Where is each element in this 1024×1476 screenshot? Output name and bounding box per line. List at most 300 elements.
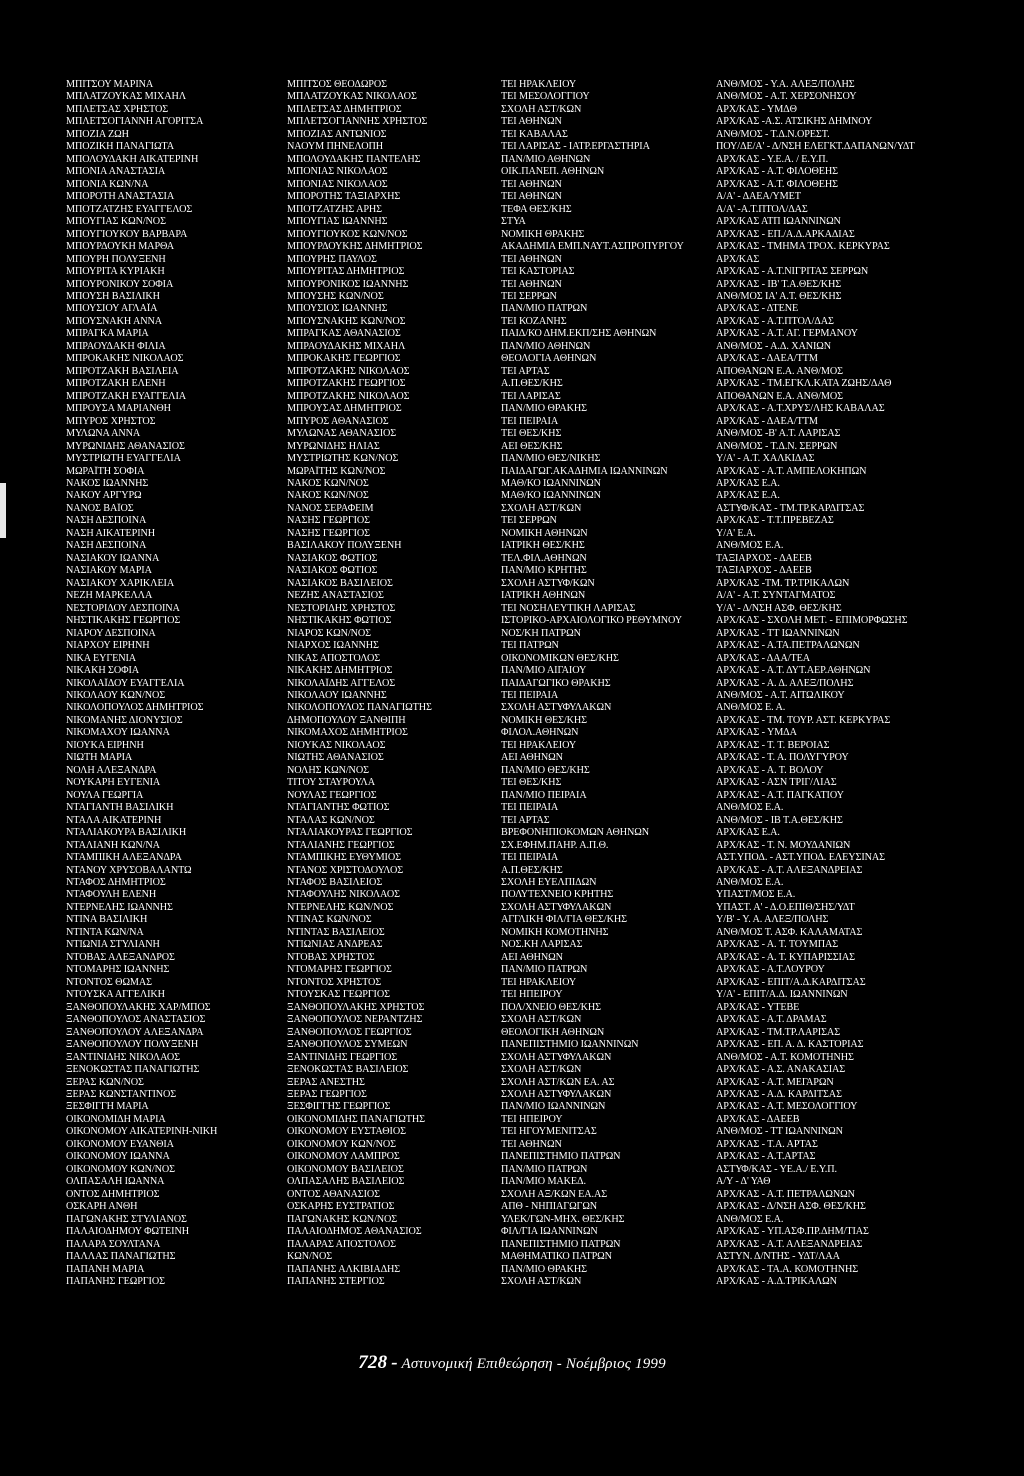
table-row xyxy=(66,840,996,852)
table-row xyxy=(66,715,996,727)
student-name: ΞΑΝΘΟΠΟΥΛΑΚΗΣ ΧΑΡ/ΜΠΟΣ xyxy=(66,1001,211,1013)
parent-rank-service: Υ/Α' - Α.Τ. ΧΑΛΚΙΔΑΣ xyxy=(716,453,815,465)
parent-name: ΜΠΛΑΤΖΟΥΚΑΣ ΝΙΚΟΛΑΟΣ xyxy=(287,91,417,103)
parent-rank-service: ΑΡΧ/ΚΑΣ - ΙΒ' Τ.Α.ΘΕΣ/ΚΗΣ xyxy=(716,278,842,290)
parent-name: ΝΤΑΝΟΣ ΧΡΙΣΤΟΔΟΥΛΟΣ xyxy=(287,864,404,876)
parent-rank-service: ΑΝΘ/ΜΟΣ - Α.Τ. ΚΟΜΟΤΗΝΗΣ xyxy=(716,1051,854,1063)
table-row xyxy=(66,777,996,789)
parent-rank-service: ΑΝΘ/ΜΟΣ - ΙΒ Τ.Α.ΘΕΣ/ΚΗΣ xyxy=(716,814,843,826)
table-row xyxy=(66,578,996,590)
school: ΣΧΟΛΗ ΑΣΤΥΦ/ΚΩΝ xyxy=(501,577,595,589)
school: ΤΕΙ ΗΡΑΚΛΕΙΟΥ xyxy=(501,79,577,90)
parent-rank-service: ΑΡΧ/ΚΑΣ - Τ.Α. ΑΡΤΑΣ xyxy=(716,1138,818,1150)
parent-rank-service: ΑΡΧ/ΚΑΣ ΑΤΠ ΙΩΑΝΝΙΝΩΝ xyxy=(716,216,841,228)
student-name: ΝΤΙΩΝΙΑ ΣΤΥΛΙΑΝΗ xyxy=(66,939,160,951)
table-row xyxy=(66,1027,996,1039)
table-row xyxy=(66,1064,996,1076)
parent-rank-service: ΑΡΧ/ΚΑΣ - ΥΠ.ΑΣΦ.ΠΡ.ΔΗΜ/ΤΙΑΣ xyxy=(716,1226,869,1238)
table-row xyxy=(66,1214,996,1226)
parent-name: ΜΠΟΝΙΑΣ ΝΙΚΟΛΑΟΣ xyxy=(287,166,388,178)
parent-rank-service: ΑΡΧ/ΚΑΣ Ε.Α. xyxy=(716,478,780,489)
student-name: ΝΟΛΗ ΑΛΕΞΑΝΔΡΑ xyxy=(66,764,157,776)
table-row xyxy=(66,665,996,677)
table-row xyxy=(66,515,996,527)
table-row xyxy=(66,1164,996,1176)
student-name: ΜΠΟΥΡΙΤΑ ΚΥΡΙΑΚΗ xyxy=(66,266,165,278)
student-name: ΟΙΚΟΝΟΜΙΔΗ ΜΑΡΙΑ xyxy=(66,1113,166,1125)
parent-name: ΝΤΑΓΙΑΝΤΗΣ ΦΩΤΙΟΣ xyxy=(287,802,390,814)
parent-rank-service: ΥΠΑΣΤ. Α' - Δ.Ο.ΕΠΙΘ/ΣΗΣ/ΥΔΤ xyxy=(716,901,855,913)
table-row xyxy=(66,303,996,315)
table-row xyxy=(66,939,996,951)
student-name: ΜΠΟΥΓΙΑΣ ΚΩΝ/ΝΟΣ xyxy=(66,216,166,228)
school: ΘΕΟΛΟΓΙΑ ΑΘΗΝΩΝ xyxy=(501,353,597,365)
school: ΥΛΕΚ/ΓΩΝ-ΜΗΧ. ΘΕΣ/ΚΗΣ xyxy=(501,1213,625,1225)
parent-rank-service: ΥΠΑΣΤ/ΜΟΣ Ε.Α. xyxy=(716,889,796,901)
parent-rank-service: Α/Α' - Α.Τ. ΣΥΝΤΑΓΜΑΤΟΣ xyxy=(716,590,836,602)
school: ΤΕΙ ΠΑΤΡΩΝ xyxy=(501,640,559,652)
table-row xyxy=(66,291,996,303)
school: ΠΑΝ/ΜΙΟ ΠΑΤΡΩΝ xyxy=(501,303,588,315)
parent-name: ΝΙΑΡΧΟΣ ΙΩΑΝΝΗΣ xyxy=(287,640,379,652)
student-name: ΜΠΟΥΓΙΟΥΚΟΥ ΒΑΡΒΑΡΑ xyxy=(66,228,188,240)
table-row xyxy=(66,229,996,241)
parent-name: ΟΙΚΟΝΟΜΟΥ ΛΑΜΠΡΟΣ xyxy=(287,1151,400,1163)
school: ΝΟΣ.ΚΗ ΛΑΡΙΣΑΣ xyxy=(501,939,583,951)
school: ΝΟΣ/ΚΗ ΠΑΤΡΩΝ xyxy=(501,627,581,639)
table-row xyxy=(66,104,996,116)
school: ΣΤΥΑ xyxy=(501,216,526,228)
student-name: ΜΠΡΑΟΥΔΑΚΗ ΦΙΛΙΑ xyxy=(66,340,166,352)
school: ΣΧΟΛΗ ΕΥΕΛΠΙΔΩΝ xyxy=(501,877,597,888)
student-name: ΟΙΚΟΝΟΜΟΥ ΑΙΚΑΤΕΡΙΝΗ-ΝΙΚΗ xyxy=(66,1126,218,1138)
student-name: ΜΠΟΝΙΑ ΚΩΝ/ΝΑ xyxy=(66,178,149,190)
parent-rank-service: ΑΡΧ/ΚΑΣ - ΤΜΗΜΑ ΤΡΟΧ. ΚΕΡΚΥΡΑΣ xyxy=(716,241,890,253)
parent-name: ΝΑΝΟΣ ΣΕΡΑΦΕΙΜ xyxy=(287,502,374,514)
parent-rank-service: ΑΡΧ/ΚΑΣ - Α.Τ. ΔΥΤ.ΑΕΡ.ΑΘΗΝΩΝ xyxy=(716,665,871,677)
parent-rank-service: ΑΝΘ/ΜΟΣ - Α.Τ. ΧΕΡΣΟΝΗΣΟΥ xyxy=(716,91,857,103)
table-row xyxy=(66,191,996,203)
school: ΦΙΛΟΛ.ΑΘΗΝΩΝ xyxy=(501,727,579,739)
parent-rank-service: ΑΡΧ/ΚΑΣ - Τ. Ν. ΜΟΥΔΑΝΙΩΝ xyxy=(716,839,851,851)
parent-name: ΝΤΑΜΠΙΚΗΣ ΕΥΘΥΜΙΟΣ xyxy=(287,852,401,864)
parent-name: ΝΙΚΑΚΗΣ ΔΗΜΗΤΡΙΟΣ xyxy=(287,665,393,677)
table-row xyxy=(66,366,996,378)
parent-rank-service: ΑΡΧ/ΚΑΣ - Α.Τ. ΑΜΠΕΛΟΚΗΠΩΝ xyxy=(716,465,867,477)
parent-rank-service: ΑΣΤΥΝ. Δ/ΝΤΗΣ - ΥΔΤ/ΛΑΑ xyxy=(716,1251,840,1263)
student-name: ΜΠΟΥΣΝΑΚΗ ΑΝΝΑ xyxy=(66,315,162,327)
parent-rank-service: ΑΝΘ/ΜΟΣ Ε.Α. xyxy=(716,540,784,552)
parent-rank-service: ΑΝΘ/ΜΟΣ ΙΑ' Α.Τ. ΘΕΣ/ΚΗΣ xyxy=(716,290,842,302)
parent-rank-service: ΑΡΧ/ΚΑΣ - ΕΠ. Α. Δ. ΚΑΣΤΟΡΙΑΣ xyxy=(716,1039,864,1051)
parent-name: ΝΙΚΟΜΑΧΟΣ ΔΗΜΗΤΡΙΟΣ xyxy=(287,727,408,739)
parent-name: ΞΑΝΘΟΠΟΥΛΟΣ ΝΕΡΑΝΤΖΗΣ xyxy=(287,1014,423,1026)
parent-rank-service: ΑΡΧ/ΚΑΣ -Α.Σ. ΑΤΣΙΚΗΣ ΔΗΜΝΟΥ xyxy=(716,116,873,128)
parent-name: ΠΑΛΑΙΟΔΗΜΟΣ ΑΘΑΝΑΣΙΟΣ xyxy=(287,1226,422,1238)
school: ΙΑΤΡΙΚΗ ΘΕΣ/ΚΗΣ xyxy=(501,540,585,552)
table-row xyxy=(66,553,996,565)
student-name: ΞΕΝΟΚΩΣΤΑΣ ΠΑΝΑΓΙΩΤΗΣ xyxy=(66,1064,200,1076)
parent-rank-service: ΑΡΧ/ΚΑΣ - Α.Τ. ΜΕΣΟΛΟΓΓΙΟΥ xyxy=(716,1101,858,1113)
school: ΣΧΟΛΗ ΑΣΤΥΦΥΛΑΚΩΝ xyxy=(501,901,612,913)
school: ΝΟΜΙΚΗ ΘΕΣ/ΚΗΣ xyxy=(501,714,588,726)
table-row xyxy=(66,628,996,640)
school: ΤΕΙ ΑΡΤΑΣ xyxy=(501,814,550,826)
school: ΦΙΛ/ΓΙΑ ΙΩΑΝΝΙΝΩΝ xyxy=(501,1226,598,1238)
parent-rank-service: ΑΡΧ/ΚΑΣ - ΣΧΟΛΗ ΜΕΤ. - ΕΠΙΜΟΡΦΩΣΗΣ xyxy=(716,615,908,627)
student-name: ΝΤΑΛΑ ΑΙΚΑΤΕΡΙΝΗ xyxy=(66,814,162,826)
student-name: ΞΕΣΦΙΓΓΗ ΜΑΡΙΑ xyxy=(66,1101,149,1113)
student-name: ΝΤΑΝΟΥ ΧΡΥΣΟΒΑΛΑΝΤΩ xyxy=(66,864,192,876)
parent-name: ΜΠΡΟΤΖΑΚΗΣ ΓΕΩΡΓΙΟΣ xyxy=(287,378,406,390)
student-name: ΟΙΚΟΝΟΜΟΥ ΚΩΝ/ΝΟΣ xyxy=(66,1163,175,1175)
school: ΠΑΝ/ΜΙΟ ΘΡΑΚΗΣ xyxy=(501,1263,587,1275)
student-name: ΜΠΟΥΡΔΟΥΚΗ ΜΑΡΘΑ xyxy=(66,241,175,253)
page-edge-mark xyxy=(0,483,6,538)
parent-rank-service: ΑΡΧ/ΚΑΣ - Α.ΤΑ.ΠΕΤΡΑΛΩΝΩΝ xyxy=(716,640,860,652)
table-row xyxy=(66,266,996,278)
parent-name: ΟΣΚΑΡΗΣ ΕΥΣΤΡΑΤΙΟΣ xyxy=(287,1201,395,1213)
parent-name: ΜΠΟΥΡΙΤΑΣ ΔΗΜΗΤΡΙΟΣ xyxy=(287,266,405,278)
student-name: ΜΠΟΖΙΚΗ ΠΑΝΑΓΙΩΤΑ xyxy=(66,141,174,153)
student-name: ΜΠΡΑΓΚΑ ΜΑΡΙΑ xyxy=(66,328,149,340)
school: ΠΑΝ/ΜΙΟ ΙΩΑΝΝΙΝΩΝ xyxy=(501,1101,606,1113)
table-row xyxy=(66,1139,996,1151)
table-row xyxy=(66,740,996,752)
table-row xyxy=(66,653,996,665)
table-row xyxy=(66,603,996,615)
parent-rank-service: ΑΡΧ/ΚΑΣ - Τ.Τ.ΠΡΕΒΕΖΑΣ xyxy=(716,515,834,527)
student-name: ΝΕΖΗ ΜΑΡΚΕΛΛΑ xyxy=(66,590,153,602)
parent-name: ΝΤΟΝΤΟΣ ΧΡΗΣΤΟΣ xyxy=(287,976,382,988)
table-row xyxy=(66,1201,996,1213)
parent-name: ΝΟΥΛΑΣ ΓΕΩΡΓΙΟΣ xyxy=(287,789,377,801)
school: Α.Π.ΘΕΣ/ΚΗΣ xyxy=(501,378,563,390)
school: ΤΕΙ ΑΘΗΝΩΝ xyxy=(501,1138,562,1150)
parent-name: ΝΙΟΥΚΑΣ ΝΙΚΟΛΑΟΣ xyxy=(287,739,386,751)
table-row xyxy=(66,877,996,889)
table-row xyxy=(66,952,996,964)
table-row xyxy=(66,1239,996,1251)
school: ΠΑΝ/ΜΙΟ ΠΑΤΡΩΝ xyxy=(501,1163,588,1175)
parent-name: ΜΠΡΟΥΣΑΣ ΔΗΜΗΤΡΙΟΣ xyxy=(287,403,402,415)
school: ΟΙΚΟΝΟΜΙΚΩΝ ΘΕΣ/ΚΗΣ xyxy=(501,652,619,664)
parent-name: ΜΥΡΩΝΙΔΗΣ ΗΛΙΑΣ xyxy=(287,440,380,452)
school: ΤΕΙ ΛΑΡΙΣΑΣ xyxy=(501,390,561,402)
student-name: ΜΠΡΟΤΖΑΚΗ ΕΛΕΝΗ xyxy=(66,378,166,390)
school: ΤΕΙ ΑΘΗΝΩΝ xyxy=(501,191,562,203)
table-row xyxy=(66,540,996,552)
school: ΤΕΙ ΗΠΕΙΡΟΥ xyxy=(501,989,563,1001)
parent-rank-service: ΑΡΧ/ΚΑΣ - Α.Τ. ΠΕΤΡΑΛΩΝΩΝ xyxy=(716,1188,855,1200)
school: ΤΕΙ ΑΡΤΑΣ xyxy=(501,365,550,377)
school: ΠΑΝ/ΜΙΟ ΜΑΚΕΔ. xyxy=(501,1176,586,1188)
parent-name: ΜΠΟΥΡΔΟΥΚΗΣ ΔΗΜΗΤΡΙΟΣ xyxy=(287,241,423,253)
table-row xyxy=(66,216,996,228)
parent-rank-service: ΑΡΧ/ΚΑΣ - ΔΑΕΑ/ΤΤΜ xyxy=(716,353,818,365)
school: ΣΧΟΛΗ ΑΣΤ/ΚΩΝ xyxy=(501,1064,582,1076)
parent-name: ΝΤΙΝΤΑΣ ΒΑΣΙΛΕΙΟΣ xyxy=(287,926,385,938)
student-name: ΠΑΠΑΝΗΣ ΓΕΩΡΓΙΟΣ xyxy=(66,1276,165,1287)
parent-name: ΠΑΛΑΡΑΣ ΑΠΟΣΤΟΛΟΣ xyxy=(287,1238,396,1250)
parent-rank-service: ΑΡΧ/ΚΑΣ - ΥΤΕΒΕ xyxy=(716,1001,800,1013)
parent-name: ΜΠΡΟΤΖΑΚΗΣ ΝΙΚΟΛΑΟΣ xyxy=(287,390,410,402)
parent-rank-service: ΑΡΧ/ΚΑΣ - Τ. Τ. ΒΕΡΟΙΑΣ xyxy=(716,739,830,751)
student-name: ΝΟΥΛΑ ΓΕΩΡΓΙΑ xyxy=(66,789,144,801)
school: ΜΑΘ/ΚΟ ΙΩΑΝΝΙΝΩΝ xyxy=(501,490,601,502)
parent-rank-service: ΑΝΘ/ΜΟΣ Ε.Α. xyxy=(716,802,784,814)
school: ΤΕΙ ΜΕΣΟΛΟΓΓΙΟΥ xyxy=(501,91,590,103)
school: ΤΕΙ ΑΘΗΝΩΝ xyxy=(501,116,562,128)
student-name: ΝΑΚΟΣ ΙΩΑΝΝΗΣ xyxy=(66,478,149,489)
table-row xyxy=(66,914,996,926)
school: ΤΕΙ ΣΕΡΡΩΝ xyxy=(501,290,557,302)
table-row xyxy=(66,802,996,814)
student-name: ΝΙΟΥΚΑ ΕΙΡΗΝΗ xyxy=(66,739,144,751)
school: ΑΚΑΔΗΜΙΑ ΕΜΠ.ΝΑΥΤ.ΑΣΠΡΟΠΥΡΓΟΥ xyxy=(501,241,684,253)
table-row xyxy=(66,989,996,1001)
student-name: ΝΑΝΟΣ ΒΑΪΟΣ xyxy=(66,502,134,514)
school: ΣΧΟΛΗ ΑΣΤ/ΚΩΝ xyxy=(501,1276,582,1287)
parent-rank-service: ΑΝΘ/ΜΟΣ - Α.Τ. ΑΙΤΩΛΙΚΟΥ xyxy=(716,689,845,701)
parent-rank-service: ΑΡΧ/ΚΑΣ - Α.Τ. ΠΑΓΚΑΤΙΟΥ xyxy=(716,789,844,801)
school: ΠΑΝ/ΜΙΟ ΑΙΓΑΙΟΥ xyxy=(501,665,587,677)
parent-rank-service: ΑΡΧ/ΚΑΣ - Α. Τ. ΒΟΛΟΥ xyxy=(716,764,824,776)
student-name: ΜΠΛΑΤΖΟΥΚΑΣ ΜΙΧΑΗΛ xyxy=(66,91,186,103)
parent-rank-service: ΑΡΧ/ΚΑΣ - ΕΠ./Α.Δ.ΑΡΚΑΔΙΑΣ xyxy=(716,228,855,240)
table-row xyxy=(66,902,996,914)
table-row xyxy=(66,852,996,864)
parent-name: ΜΠΡΑΟΥΔΑΚΗΣ ΜΙΧΑΗΛ xyxy=(287,340,406,352)
table-row xyxy=(66,865,996,877)
parent-name: ΜΠΟΛΟΥΔΑΚΗΣ ΠΑΝΤΕΛΗΣ xyxy=(287,153,421,165)
parent-rank-service: ΑΡΧ/ΚΑΣ - ΤΤ ΙΩΑΝΝΙΝΩΝ xyxy=(716,627,840,639)
parent-rank-service: ΑΡΧ/ΚΑΣ -ΤΜ. ΤΡ.ΤΡΙΚΑΛΩΝ xyxy=(716,577,850,589)
parent-rank-service: Υ/Β' - Υ. Α. ΑΛΕΞ/ΠΟΛΗΣ xyxy=(716,914,829,926)
student-name: ΠΑΓΩΝΑΚΗΣ ΣΤΥΛΙΑΝΟΣ xyxy=(66,1213,187,1225)
parent-rank-service: ΑΡΧ/ΚΑΣ - Α.Τ.ΑΡΤΑΣ xyxy=(716,1151,816,1163)
parent-rank-service: ΑΝΘ/ΜΟΣ -Β' Α.Τ. ΛΑΡΙΣΑΣ xyxy=(716,428,841,440)
parent-name: ΜΥΣΤΡΙΩΤΗΣ ΚΩΝ/ΝΟΣ xyxy=(287,453,399,465)
student-name: ΟΙΚΟΝΟΜΟΥ ΕΥΑΝΘΙΑ xyxy=(66,1138,174,1150)
parent-name: ΝΑΣΙΑΚΟΣ ΒΑΣΙΛΕΙΟΣ xyxy=(287,577,393,589)
student-name: ΞΑΝΘΟΠΟΥΛΟΣ ΑΝΑΣΤΑΣΙΟΣ xyxy=(66,1014,206,1026)
student-name: ΜΠΙΤΣΟΥ ΜΑΡΙΝΑ xyxy=(66,79,154,90)
student-name: ΠΑΠΑΝΗ ΜΑΡΙΑ xyxy=(66,1263,145,1275)
school: ΠΑΝ/ΜΙΟ ΚΡΗΤΗΣ xyxy=(501,565,587,577)
table-row xyxy=(66,752,996,764)
student-name: ΜΠΛΕΤΣΟΓΙΑΝΝΗ ΑΓΟΡΙΤΣΑ xyxy=(66,116,204,128)
school: ΣΧ.ΕΦΗΜ.ΠΑΗΡ. Α.Π.Θ. xyxy=(501,839,609,851)
student-name: ΝΙΚΟΛΑΪΔΟΥ ΕΥΑΓΓΕΛΙΑ xyxy=(66,677,185,689)
school: ΤΕΙ ΣΕΡΡΩΝ xyxy=(501,515,557,527)
table-row xyxy=(66,1002,996,1014)
table-row xyxy=(66,1151,996,1163)
table-row xyxy=(66,91,996,103)
table-row xyxy=(66,341,996,353)
parent-name: ΝΑΣΙΑΚΟΣ ΦΩΤΙΟΣ xyxy=(287,565,378,577)
school: ΤΕΙ ΗΠΕΙΡΟΥ xyxy=(501,1113,563,1125)
table-row xyxy=(66,1039,996,1051)
student-name: ΟΣΚΑΡΗ ΑΝΘΗ xyxy=(66,1201,138,1213)
school: ΠΑΙΔΑΓΩΓΙΚΟ ΘΡΑΚΗΣ xyxy=(501,677,611,689)
table-row xyxy=(66,503,996,515)
parent-name: ΜΠΛΕΤΣΑΣ ΔΗΜΗΤΡΙΟΣ xyxy=(287,103,402,115)
student-name: ΝΙΚΟΛΟΠΟΥΛΟΣ ΔΗΜΗΤΡΙΟΣ xyxy=(66,702,204,714)
parent-rank-service: Α/Α' - ΔΑΕΑ/ΥΜΕΤ xyxy=(716,191,801,203)
table-row xyxy=(66,141,996,153)
school: ΤΕΙ ΚΑΣΤΟΡΙΑΣ xyxy=(501,266,575,278)
table-row xyxy=(66,1014,996,1026)
school: ΤΕΙ ΗΓΟΥΜΕΝΙΤΣΑΣ xyxy=(501,1126,597,1138)
student-name: ΜΠΟΛΟΥΔΑΚΗ ΑΙΚΑΤΕΡΙΝΗ xyxy=(66,153,199,165)
parent-rank-service: ΑΡΧ/ΚΑΣ - Α.Τ. ΔΡΑΜΑΣ xyxy=(716,1014,827,1026)
table-row xyxy=(66,702,996,714)
parent-name: ΝΙΚΟΛΑΟΥ ΙΩΑΝΝΗΣ xyxy=(287,689,387,701)
student-name: ΜΥΛΩΝΑ ΑΝΝΑ xyxy=(66,428,141,440)
parent-rank-service: ΑΡΧ/ΚΑΣ - Α.Τ.ΛΟΥΡΟΥ xyxy=(716,964,825,976)
school: ΠΑΝ/ΜΙΟ ΑΘΗΝΩΝ xyxy=(501,340,591,352)
student-name: ΜΠΟΥΣΙΟΥ ΑΓΛΑΪΑ xyxy=(66,303,158,315)
school: ΠΑΝΕΠΙΣΤΗΜΙΟ ΙΩΑΝΝΙΝΩΝ xyxy=(501,1039,639,1051)
parent-name: ΠΑΠΑΝΗΣ ΑΛΚΙΒΙΑΔΗΣ xyxy=(287,1263,401,1275)
parent-name: ΝΤΟΜΑΡΗΣ ΓΕΩΡΓΙΟΣ xyxy=(287,964,392,976)
parent-name: ΟΛΠΑΣΑΛΗΣ ΒΑΣΙΛΕΙΟΣ xyxy=(287,1176,405,1188)
parent-name: ΔΗΜΟΠΟΥΛΟΥ ΞΑΝΘΙΠΗ xyxy=(287,714,406,726)
parent-rank-service: ΑΡΧ/ΚΑΣ - Α.Δ. ΚΑΡΔΙΤΣΑΣ xyxy=(716,1088,842,1100)
parent-name: ΞΑΝΘΟΠΟΥΛΟΣ ΣΥΜΕΩΝ xyxy=(287,1039,408,1051)
parent-name: ΞΕΣΦΙΓΓΗΣ ΓΕΩΡΓΙΟΣ xyxy=(287,1101,391,1113)
student-name: ΠΑΛΑΙΟΔΗΜΟΥ ΦΩΤΕΙΝΗ xyxy=(66,1226,189,1238)
parent-name: ΜΥΛΩΝΑΣ ΑΘΑΝΑΣΙΟΣ xyxy=(287,428,397,440)
parent-rank-service: ΑΡΧ/ΚΑΣ - Α.Τ. ΑΛΕΞΑΝΔΡΕΙΑΣ xyxy=(716,864,863,876)
student-name: ΜΩΡΑΪΤΗ ΣΟΦΙΑ xyxy=(66,465,145,477)
school: ΤΕΙ ΗΡΑΚΛΕΙΟΥ xyxy=(501,976,577,988)
parent-rank-service: ΑΣΤΥΦ/ΚΑΣ - ΥΕ.Α./ Ε.Υ.Π. xyxy=(716,1163,837,1175)
parent-rank-service: Υ/Α' - Δ/ΝΣΗ ΑΣΦ. ΘΕΣ/ΚΗΣ xyxy=(716,602,842,614)
table-row xyxy=(66,179,996,191)
student-name: ΜΠΥΡΟΣ ΧΡΗΣΤΟΣ xyxy=(66,415,156,427)
parent-rank-service: ΑΝΘ/ΜΟΣ - Υ.Α. ΑΛΕΞ/ΠΟΛΗΣ xyxy=(716,79,855,90)
parent-name: ΜΠΟΖΙΑΣ ΑΝΤΩΝΙΟΣ xyxy=(287,128,387,140)
student-name: ΝΗΣΤΙΚΑΚΗΣ ΓΕΩΡΓΙΟΣ xyxy=(66,615,181,627)
parent-rank-service: ΑΡΧ/ΚΑΣ - ΤΜ. ΤΟΥΡ. ΑΣΤ. ΚΕΡΚΥΡΑΣ xyxy=(716,714,891,726)
student-name: ΝΙΑΡΟΥ ΔΕΣΠΟΙΝΑ xyxy=(66,627,156,639)
student-name: ΜΠΟΖΙΑ ΖΩΗ xyxy=(66,128,129,140)
roster-body xyxy=(66,79,996,1288)
student-name: ΟΙΚΟΝΟΜΟΥ ΙΩΑΝΝΑ xyxy=(66,1151,170,1163)
school: ΤΕΙ ΠΕΙΡΑΙΑ xyxy=(501,415,559,427)
parent-name: ΒΑΣΙΛΑΚΟΥ ΠΟΛΥΞΕΝΗ xyxy=(287,540,402,552)
table-row xyxy=(66,241,996,253)
table-row xyxy=(66,154,996,166)
table-row xyxy=(66,964,996,976)
student-name: ΞΑΝΤΙΝΙΔΗΣ ΝΙΚΟΛΑΟΣ xyxy=(66,1051,181,1063)
school: ΑΕΙ ΘΕΣ/ΚΗΣ xyxy=(501,440,563,452)
parent-name: ΝΤΑΦΟΣ ΒΑΣΙΛΕΙΟΣ xyxy=(287,877,383,888)
student-name: ΝΙΚΟΛΑΟΥ ΚΩΝ/ΝΟΣ xyxy=(66,689,166,701)
parent-rank-service: ΑΡΧ/ΚΑΣ - ΑΣΝ ΤΡΙΓ/ΛΙΑΣ xyxy=(716,777,837,789)
student-name: ΜΠΡΟΤΖΑΚΗ ΒΑΣΙΛΕΙΑ xyxy=(66,365,179,377)
student-name: ΝΤΑΜΠΙΚΗ ΑΛΕΞΑΝΔΡΑ xyxy=(66,852,182,864)
parent-name: ΞΕΡΑΣ ΑΝΕΣΤΗΣ xyxy=(287,1076,365,1088)
student-name: ΝΤΟΒΑΣ ΑΛΕΞΑΝΔΡΟΣ xyxy=(66,951,175,963)
student-name: ΝΙΚΟΜΑΝΗΣ ΔΙΟΝΥΣΙΟΣ xyxy=(66,714,183,726)
student-name: ΜΠΟΡΟΤΗ ΑΝΑΣΤΑΣΙΑ xyxy=(66,191,175,203)
parent-name: ΝΟΛΗΣ ΚΩΝ/ΝΟΣ xyxy=(287,764,369,776)
parent-name: ΝΤΟΒΑΣ ΧΡΗΣΤΟΣ xyxy=(287,951,375,963)
parent-rank-service: ΑΡΧ/ΚΑΣ - Α. Τ. ΤΟΥΜΠΑΣ xyxy=(716,939,839,951)
student-name: ΜΠΟΥΣΗ ΒΑΣΙΛΙΚΗ xyxy=(66,290,160,302)
student-name: ΠΑΛΛΑΣ ΠΑΝΑΓΙΩΤΗΣ xyxy=(66,1251,176,1263)
student-name: ΝΑΣΗ ΔΕΣΠΟΙΝΑ xyxy=(66,540,147,552)
student-name: ΝΑΣΙΑΚΟΥ ΜΑΡΙΑ xyxy=(66,565,152,577)
parent-name: ΝΙΑΡΟΣ ΚΩΝ/ΝΟΣ xyxy=(287,627,371,639)
table-row xyxy=(66,1251,996,1263)
parent-name: ΝΑΟΥΜ ΠΗΝΕΛΟΠΗ xyxy=(287,141,384,153)
student-name: ΝΙΚΑ ΕΥΓΕΝΙΑ xyxy=(66,652,137,664)
student-name: ΜΠΟΝΙΑ ΑΝΑΣΤΑΣΙΑ xyxy=(66,166,166,178)
table-row xyxy=(66,640,996,652)
parent-name: ΝΑΣΗΣ ΓΕΩΡΓΙΟΣ xyxy=(287,527,370,539)
table-row xyxy=(66,690,996,702)
school: ΣΧΟΛΗ ΑΣΤ/ΚΩΝ ΕΑ. ΑΣ xyxy=(501,1076,615,1088)
school: ΙΣΤΟΡΙΚΟ-ΑΡΧΑΙΟΛΟΓΙΚΟ ΡΕΘΥΜΝΟΥ xyxy=(501,615,683,627)
parent-name: ΝΤΙΩΝΙΑΣ ΑΝΔΡΕΑΣ xyxy=(287,939,383,951)
school: ΠΑΙΔΑΓΩΓ.ΑΚΑΔΗΜΙΑ ΙΩΑΝΝΙΝΩΝ xyxy=(501,465,668,477)
parent-name: ΜΠΟΥΡΟΝΙΚΟΣ ΙΩΑΝΝΗΣ xyxy=(287,278,409,290)
table-row xyxy=(66,1126,996,1138)
student-name: ΝΑΣΗ ΔΕΣΠΟΙΝΑ xyxy=(66,515,147,527)
parent-name: ΝΤΑΛΑΣ ΚΩΝ/ΝΟΣ xyxy=(287,814,375,826)
parent-rank-service: ΑΡΧ/ΚΑΣ - Α.Σ. ΑΝΑΚΑΣΙΑΣ xyxy=(716,1064,846,1076)
school: ΠΑΙΔ/ΚΟ ΔΗΜ.ΕΚΠ/ΣΗΣ ΑΘΗΝΩΝ xyxy=(501,328,657,340)
parent-name: ΟΝΤΟΣ ΑΘΑΝΑΣΙΟΣ xyxy=(287,1188,381,1200)
parent-name: ΜΠΟΥΣΗΣ ΚΩΝ/ΝΟΣ xyxy=(287,290,384,302)
school: ΤΕΙ ΠΕΙΡΑΙΑ xyxy=(501,689,559,701)
roster-table xyxy=(66,79,996,1288)
parent-rank-service: ΤΑΞΙΑΡΧΟΣ - ΔΑΕΕΒ xyxy=(716,565,812,577)
school: ΣΧΟΛΗ ΑΣΤΥΦΥΛΑΚΩΝ xyxy=(501,1088,612,1100)
table-row xyxy=(66,403,996,415)
parent-name: ΜΠΥΡΟΣ ΑΘΑΝΑΣΙΟΣ xyxy=(287,415,389,427)
table-row xyxy=(66,391,996,403)
table-row xyxy=(66,678,996,690)
student-name: ΝΑΣΙΑΚΟΥ ΙΩΑΝΝΑ xyxy=(66,552,160,564)
table-row xyxy=(66,1264,996,1276)
parent-rank-service: ΑΡΧ/ΚΑΣ - ΔΑΕΕΒ xyxy=(716,1113,800,1125)
table-row xyxy=(66,528,996,540)
table-row xyxy=(66,204,996,216)
parent-rank-service: ΑΡΧ/ΚΑΣ - ΥΜΔΑ xyxy=(716,727,797,739)
student-name: ΝΤΙΝΤΑ ΚΩΝ/ΝΑ xyxy=(66,926,144,938)
parent-rank-service: ΑΝΘ/ΜΟΣ - Τ.Δ.Ν.ΟΡΕΣΤ. xyxy=(716,128,830,140)
parent-rank-service: ΑΡΧ/ΚΑΣ - ΔΑΕΑ/ΤΤΜ xyxy=(716,415,818,427)
parent-name: ΞΕΝΟΚΩΣΤΑΣ ΒΑΣΙΛΕΙΟΣ xyxy=(287,1064,409,1076)
parent-name: ΝΙΚΟΛΑΪΔΗΣ ΑΓΓΕΛΟΣ xyxy=(287,677,396,689)
student-name: ΝΑΚΟΥ ΑΡΓΥΡΩ xyxy=(66,490,142,502)
table-row xyxy=(66,490,996,502)
school: ΤΕΙ ΛΑΡΙΣΑΣ - ΙΑΤΡ.ΕΡΓΑΣΤΗΡΙΑ xyxy=(501,141,650,153)
parent-rank-service: ΑΝΘ/ΜΟΣ Ε.Α. xyxy=(716,877,784,888)
parent-name: ΜΩΡΑΪΤΗΣ ΚΩΝ/ΝΟΣ xyxy=(287,465,386,477)
parent-rank-service: ΑΝΘ/ΜΟΣ Ε. Α. xyxy=(716,702,786,714)
parent-name: ΝΙΚΟΛΟΠΟΥΛΟΣ ΠΑΝΑΓΙΩΤΗΣ xyxy=(287,702,432,714)
student-name: ΜΠΛΕΤΣΑΣ ΧΡΗΣΤΟΣ xyxy=(66,103,169,115)
student-name: ΝΤΙΝΑ ΒΑΣΙΛΙΚΗ xyxy=(66,914,148,926)
parent-rank-service: ΤΑΞΙΑΡΧΟΣ - ΔΑΕΕΒ xyxy=(716,552,812,564)
parent-name: ΜΠΡΑΓΚΑΣ ΑΘΑΝΑΣΙΟΣ xyxy=(287,328,401,340)
